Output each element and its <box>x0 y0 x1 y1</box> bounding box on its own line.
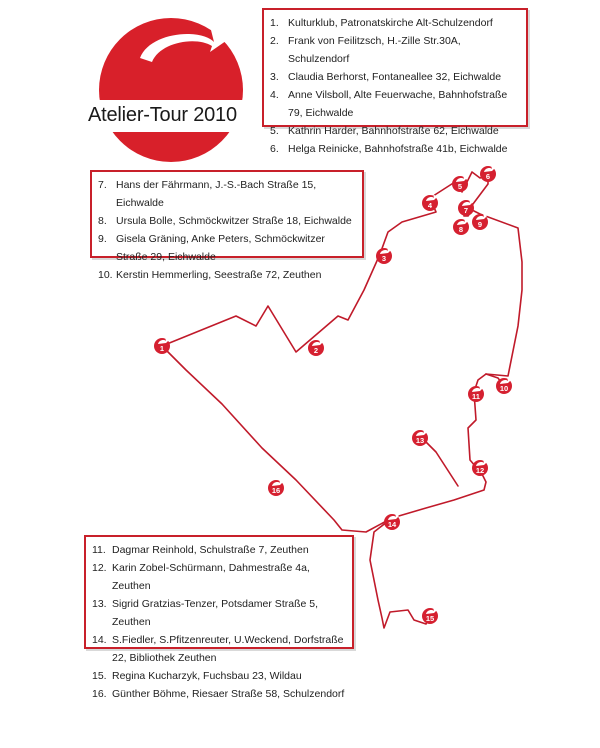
legend-item-text: S.Fiedler, S.Pfitzenreuter, U.Weckend, Dorfstraße 22, Bibliothek Zeuthen <box>112 634 344 664</box>
route-spur-13 <box>424 440 458 486</box>
legend-item <box>92 541 346 559</box>
legend-item-text: Ursula Bolle, Schmöckwitzer Straße 18, Eichwalde <box>116 215 352 227</box>
marker-label: 10 <box>499 384 509 393</box>
legend-item-text: Kulturklub, Patronatskirche Alt-Schulzendorf <box>288 17 493 29</box>
legend-item-text: Kathrin Harder, Bahnhofstraße 62, Eichwalde <box>288 125 499 137</box>
legend-item-text: Sigrid Gratzias-Tenzer, Potsdamer Straße 5, Zeuthen <box>112 598 318 628</box>
legend-item <box>270 68 520 86</box>
legend-item-text: Frank von Feilitzsch, H.-Zille Str.30A, Schulzendorf <box>288 35 461 65</box>
legend-item-number: 14. <box>92 634 107 646</box>
legend-item-number: 11. <box>92 544 106 556</box>
marker-label: 3 <box>381 254 387 263</box>
map-marker-6[interactable] <box>480 165 496 182</box>
legend-item-text: Günther Böhme, Riesaer Straße 58, Schulzendorf <box>112 688 345 700</box>
legend-item-number: 13. <box>92 598 107 610</box>
marker-label: 4 <box>427 201 433 210</box>
legend-item <box>92 631 346 667</box>
legend-item <box>270 122 520 140</box>
map-marker-5[interactable] <box>452 175 468 192</box>
route-south-branch <box>370 518 430 628</box>
legend-item-number: 6. <box>270 143 279 155</box>
legend-item-number: 3. <box>270 71 279 83</box>
legend-item-number: 9. <box>98 233 107 245</box>
legend-item <box>92 685 346 703</box>
marker-label: 16 <box>271 486 281 495</box>
legend-item <box>270 14 520 32</box>
marker-label: 5 <box>457 182 463 191</box>
legend-item-text: Helga Reinicke, Bahnhofstraße 41b, Eichwalde <box>288 143 508 155</box>
legend-item <box>92 595 346 631</box>
legend-item-number: 4. <box>270 89 279 101</box>
map-marker-1[interactable] <box>154 337 170 354</box>
logo-title: Atelier-Tour 2010 <box>88 104 237 126</box>
map-marker-9[interactable] <box>472 213 488 230</box>
legend-item-number: 8. <box>98 215 107 227</box>
legend-item-text: Anne Vilsboll, Alte Feuerwache, Bahnhofstraße 79, Eichwalde <box>288 89 508 119</box>
legend-item <box>270 140 520 158</box>
legend-box-2 <box>90 170 364 281</box>
legend-item-number: 2. <box>270 35 279 47</box>
map-marker-8[interactable] <box>453 218 469 235</box>
marker-label: 11 <box>472 392 480 401</box>
map-marker-13[interactable] <box>412 429 428 446</box>
legend-item-text: Regina Kucharzyk, Fuchsbau 23, Wildau <box>112 670 302 682</box>
legend-item-number: 7. <box>98 179 107 191</box>
marker-label: 2 <box>313 346 319 355</box>
legend-item-text: Gisela Gräning, Anke Peters, Schmöckwitzer Straße 29, Eichwalde <box>116 233 325 263</box>
legend-item-text: Claudia Berhorst, Fontaneallee 32, Eichwalde <box>288 71 502 83</box>
legend-item <box>270 86 520 122</box>
legend-box-3 <box>84 535 354 700</box>
marker-label: 14 <box>387 520 397 529</box>
legend-box-1 <box>262 8 528 155</box>
legend-item-number: 16. <box>92 688 107 700</box>
legend-item-text: Karin Zobel-Schürmann, Dahmestraße 4a, Zeuthen <box>112 562 310 592</box>
legend-item-text: Dagmar Reinhold, Schulstraße 7, Zeuthen <box>112 544 309 556</box>
marker-label: 15 <box>425 614 435 623</box>
map-marker-3[interactable] <box>376 247 392 264</box>
map-marker-11[interactable] <box>468 385 484 402</box>
legend-item <box>98 176 356 212</box>
legend-item-number: 12. <box>92 562 107 574</box>
legend-item-number: 1. <box>270 17 279 29</box>
legend-item-text: Hans der Fährmann, J.-S.-Bach Straße 15, Eichwalde <box>116 179 317 209</box>
legend-item-number: 15. <box>92 670 107 682</box>
marker-label: 9 <box>477 220 483 229</box>
legend-item <box>98 230 356 266</box>
legend-list-1 <box>270 14 520 158</box>
map-marker-14[interactable] <box>384 513 400 530</box>
logo <box>84 10 250 162</box>
legend-item <box>92 559 346 595</box>
map-marker-2[interactable] <box>308 339 324 356</box>
marker-label: 1 <box>159 344 165 353</box>
legend-list-3 <box>92 541 346 703</box>
legend-item <box>270 32 520 68</box>
marker-label: 7 <box>463 206 469 215</box>
marker-label: 8 <box>458 225 464 234</box>
map-marker-15[interactable] <box>422 607 438 624</box>
legend-item-number: 5. <box>270 125 279 137</box>
legend-item <box>98 212 356 230</box>
map-marker-7[interactable] <box>458 199 474 216</box>
map-marker-4[interactable] <box>422 194 438 211</box>
marker-label: 6 <box>485 172 491 181</box>
legend-item <box>92 667 346 685</box>
map-marker-16[interactable] <box>268 479 284 496</box>
legend-list-2 <box>98 176 356 284</box>
marker-label: 13 <box>415 436 425 445</box>
legend-item-text: Kerstin Hemmerling, Seestraße 72, Zeuthen <box>116 269 322 281</box>
marker-label: 12 <box>475 466 485 475</box>
legend-item-number: 10. <box>98 269 113 281</box>
map-marker-12[interactable] <box>472 459 488 476</box>
legend-item <box>98 266 356 284</box>
